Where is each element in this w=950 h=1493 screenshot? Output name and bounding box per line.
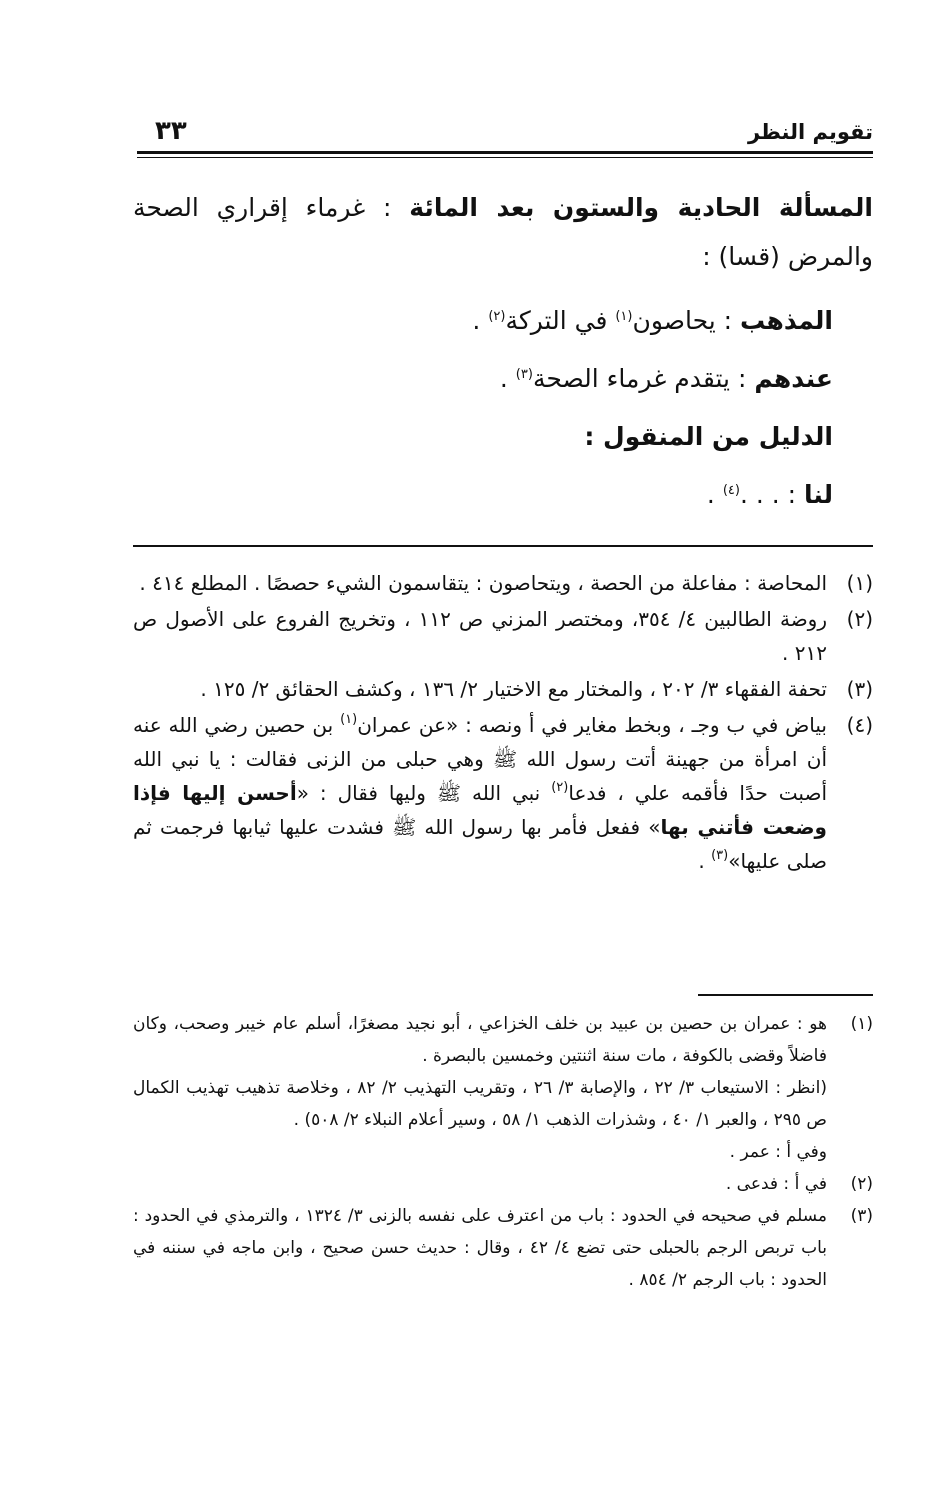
footnote-ref-3[interactable]: (٣) — [515, 367, 533, 382]
lana-end: . — [706, 480, 723, 509]
lana-text: : . . . — [739, 480, 797, 509]
dalil-heading: الدليل من المنقول : — [584, 422, 833, 451]
footnote-item — [133, 708, 873, 878]
footnote-item — [133, 672, 873, 706]
header-rule-thin — [137, 157, 873, 158]
indahum-label: عندهم — [754, 364, 833, 393]
subnote-item — [133, 1008, 873, 1072]
subnote-item — [133, 1200, 873, 1296]
footnote4-end: . — [698, 849, 712, 873]
subnote-sources: (انظر : الاستيعاب ٣/ ٢٢ ، والإصابة ٣/ ٢٦ ، وتقريب التهذيب ٢/ ٨٢ ، وخلاصة تذهيب تهذيب الكمال ص ٢٩٥ ، والعبر ١/ ٤٠ ، وشذرات الذهب ١/ ٥٨ ، وسير أعلام النبلاء ٢/ ٥٠٨) . — [133, 1078, 827, 1130]
subnote-ref-2[interactable]: (٢) — [551, 780, 569, 795]
footnote-text — [133, 708, 827, 878]
footnote4-part4: » ففعل فأمر بها رسول الله ﷺ فشدت عليها ثيابها فرجمت ثم صلى عليها» — [133, 815, 827, 873]
footnote4-part3: نبي الله ﷺ وليها فقال : « — [296, 781, 552, 805]
page-number: ٣٣ — [155, 116, 187, 146]
question-heading: المسألة الحادية والستون بعد المائة — [409, 193, 873, 222]
indahum-text: : يتقدم غرماء الصحة — [532, 364, 747, 393]
footnote-number: (١) — [846, 571, 873, 595]
subnote-ref-1[interactable]: (١) — [340, 712, 358, 727]
subnote-ref-3[interactable]: (٣) — [711, 848, 729, 863]
subnote-variant: وفي أ : عمر . — [729, 1142, 827, 1162]
footnote-text: المحاصة : مفاعلة من الحصة ، ويتحاصون : يتقاسمون الشيء حصصًا . المطلع ٤١٤ . — [139, 571, 827, 595]
dalil-line — [133, 419, 833, 455]
lana-label: لنا — [804, 480, 833, 509]
madhhab-label: المذهب — [740, 306, 833, 335]
subnotes — [133, 1008, 873, 1296]
subnote-text: هو : عمران بن حصين بن عبيد بن خلف الخزاعي ، أبو نجيد مصغرًا، أسلم عام خيبر وصحب، وكان فاضلاً وقضى بالكوفة ، مات سنة اثنتين وخمسين بالبصرة . — [133, 1014, 827, 1066]
subnote-text: مسلم في صحيحه في الحدود : باب من اعترف على نفسه بالزنى ٣/ ١٣٢٤ ، والترمذي في الحدود : باب تربص الرجم بالحبلى حتى تضع ٤/ ٤٢ ، وقال : حديث حسن صحيح ، وابن ماجه في سننه في الحدود : باب الرجم ٢/ ٨٥٤ . — [133, 1206, 828, 1290]
question-text: : غرماء إقراري الصحة والمرض (قسا) : — [133, 193, 873, 271]
footnotes — [133, 566, 873, 880]
footnote-item — [133, 602, 873, 670]
subnote-number: (٣) — [850, 1206, 873, 1226]
footnote-item — [133, 566, 873, 600]
header-rule — [137, 151, 873, 154]
subnote-number: (٢) — [850, 1174, 873, 1194]
indahum-line — [133, 361, 833, 397]
main-text — [133, 183, 873, 513]
subnote-item — [133, 1168, 873, 1200]
footnote4-part1: بياض في ب وجـ ، وبخط مغاير في أ ونصه : «عن عمران — [357, 713, 827, 737]
footnote-ref-4[interactable]: (٤) — [722, 483, 740, 498]
madhhab-end: . — [472, 306, 489, 335]
footnote-separator — [133, 545, 873, 547]
running-title: تقويم النظر — [747, 120, 873, 144]
indahum-end: . — [499, 364, 516, 393]
footnote-text: تحفة الفقهاء ٣/ ٢٠٢ ، والمختار مع الاختيار ٢/ ١٣٦ ، وكشف الحقائق ٢/ ١٢٥ . — [200, 677, 827, 701]
madhhab-line — [133, 303, 833, 339]
question-paragraph — [133, 183, 873, 281]
subnote-number: (١) — [850, 1014, 873, 1034]
subnote-separator — [698, 994, 873, 996]
subnote-text: في أ : فدعى . — [725, 1174, 827, 1194]
madhhab-text-a: : يحاصون — [632, 306, 733, 335]
footnote4-part2: بن حصين رضي الله عنه أن امرأة من جهينة أتت رسول الله ﷺ وهي حبلى من الزنى فقالت : يا نبي الله أصبت حدًا فأقمه علي ، فدعا — [133, 713, 828, 805]
footnote-ref-1[interactable]: (١) — [615, 309, 633, 324]
footnote-ref-2[interactable]: (٢) — [488, 309, 506, 324]
footnote-number: (٢) — [846, 607, 873, 631]
page-header — [137, 116, 873, 152]
footnote-number: (٣) — [846, 677, 873, 701]
hadith-quote-bold: أحسن إليها فإذا وضعت فأتني بها — [133, 781, 827, 839]
footnote-number: (٤) — [846, 713, 873, 737]
footnote-text: روضة الطالبين ٤/ ٣٥٤، ومختصر المزني ص ١١٢ ، وتخريج الفروع على الأصول ص ٢١٢ . — [133, 607, 827, 665]
madhhab-text-b: في التركة — [505, 306, 616, 335]
lana-line — [133, 477, 833, 513]
